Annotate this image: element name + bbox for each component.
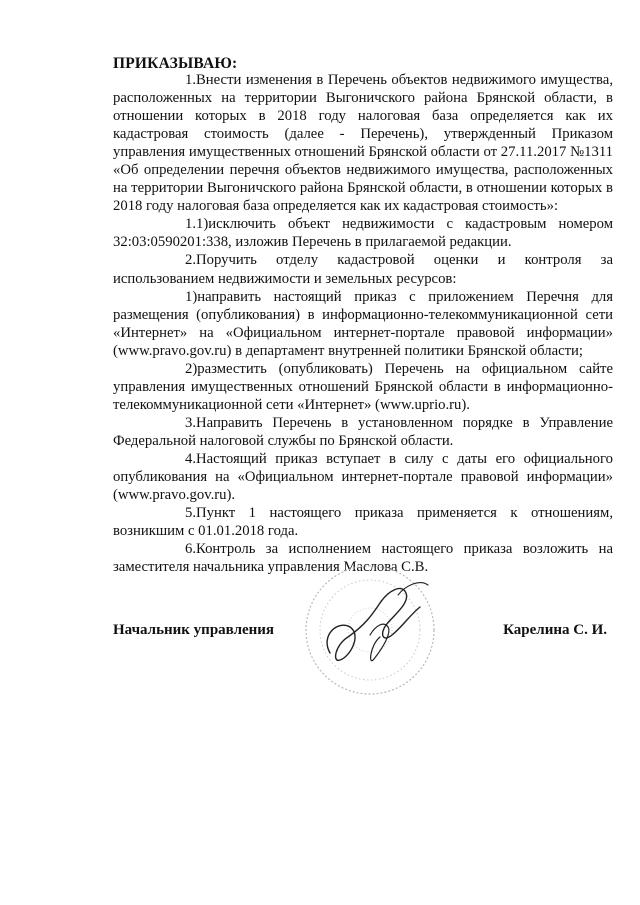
signatory-name: Карелина С. И.: [503, 622, 607, 638]
paragraph-text: исключить объект недвижимости с кадастровым номером 32:03:0590201:338, изложив Перечень в прилагаемой редакции.: [113, 216, 613, 251]
paragraph-text: Поручить отделу кадастровой оценки и контроля за использованием недвижимости и земельных ресурсов:: [113, 252, 613, 287]
paragraph-2: [113, 251, 613, 287]
paragraph-5: [113, 504, 613, 540]
paragraph-number: 2.: [185, 252, 197, 269]
paragraph-text: разместить (опубликовать) Перечень на официальном сайте управления имущественных отношений Брянской области в информационно-телекоммуникационной сети «Интернет» (www.uprio.ru).: [113, 360, 613, 413]
paragraph-4: [113, 450, 613, 504]
paragraph-number: 1.: [185, 72, 197, 88]
paragraph-3: [113, 414, 613, 450]
paragraph-number: 2): [185, 360, 198, 377]
paragraph-1: [113, 71, 613, 215]
paragraph-2-2: [113, 360, 613, 414]
paragraph-text: направить настоящий приказ с приложением Перечня для размещения (опубликования) в информационно-телекоммуникационной сети «Интернет» на «Официальном интернет-портале правовой информации» (www.pravo.gov.ru) в департамент внутренней политики Брянской области;: [113, 288, 613, 359]
paragraph-number: 6.: [185, 541, 197, 558]
paragraph-text: Контроль за исполнением настоящего приказа возложить на заместителя начальника управления Маслова С.В.: [113, 541, 613, 576]
paragraph-number: 1): [185, 288, 198, 305]
handwritten-signature-icon: [310, 565, 440, 675]
order-heading: ПРИКАЗЫВАЮ:: [113, 55, 238, 72]
paragraph-text: Направить Перечень в установленном порядке в Управление Федеральной налоговой службы по Брянской области.: [113, 414, 613, 449]
paragraph-text: Настоящий приказ вступает в силу с даты его официального опубликования на «Официальном интернет-портале правовой информации» (www.pravo.gov.ru).: [113, 450, 613, 504]
paragraph-text: Пункт 1 настоящего приказа применяется к отношениям, возникшим с 01.01.2018 года.: [113, 505, 613, 540]
paragraph-number: 4.: [185, 450, 197, 467]
paragraph-1-1: [113, 215, 613, 251]
paragraph-2-1: [113, 288, 613, 360]
order-body: [113, 71, 613, 576]
signatory-title: Начальник управления: [113, 622, 275, 638]
paragraph-number: 3.: [185, 414, 197, 431]
paragraph-number: 5.: [185, 505, 197, 522]
paragraph-number: 1.1): [185, 216, 209, 233]
paragraph-text: Внести изменения в Перечень объектов недвижимого имущества, расположенных на территории Выгоничского района Брянской области, в отношении которых в 2018 году налоговая база определяется как их кадастровая стоимость (далее - Перечень), утвержденный Приказом управления имущественных отношений Брянской области от 27.11.2017 №1311 «Об определении перечня объектов недвижимого имущества, расположенных на территории Выгоничского района Брянской области, в отношении которых в 2018 году налоговая база определяется как их кадастровая стоимость»:: [113, 72, 613, 215]
